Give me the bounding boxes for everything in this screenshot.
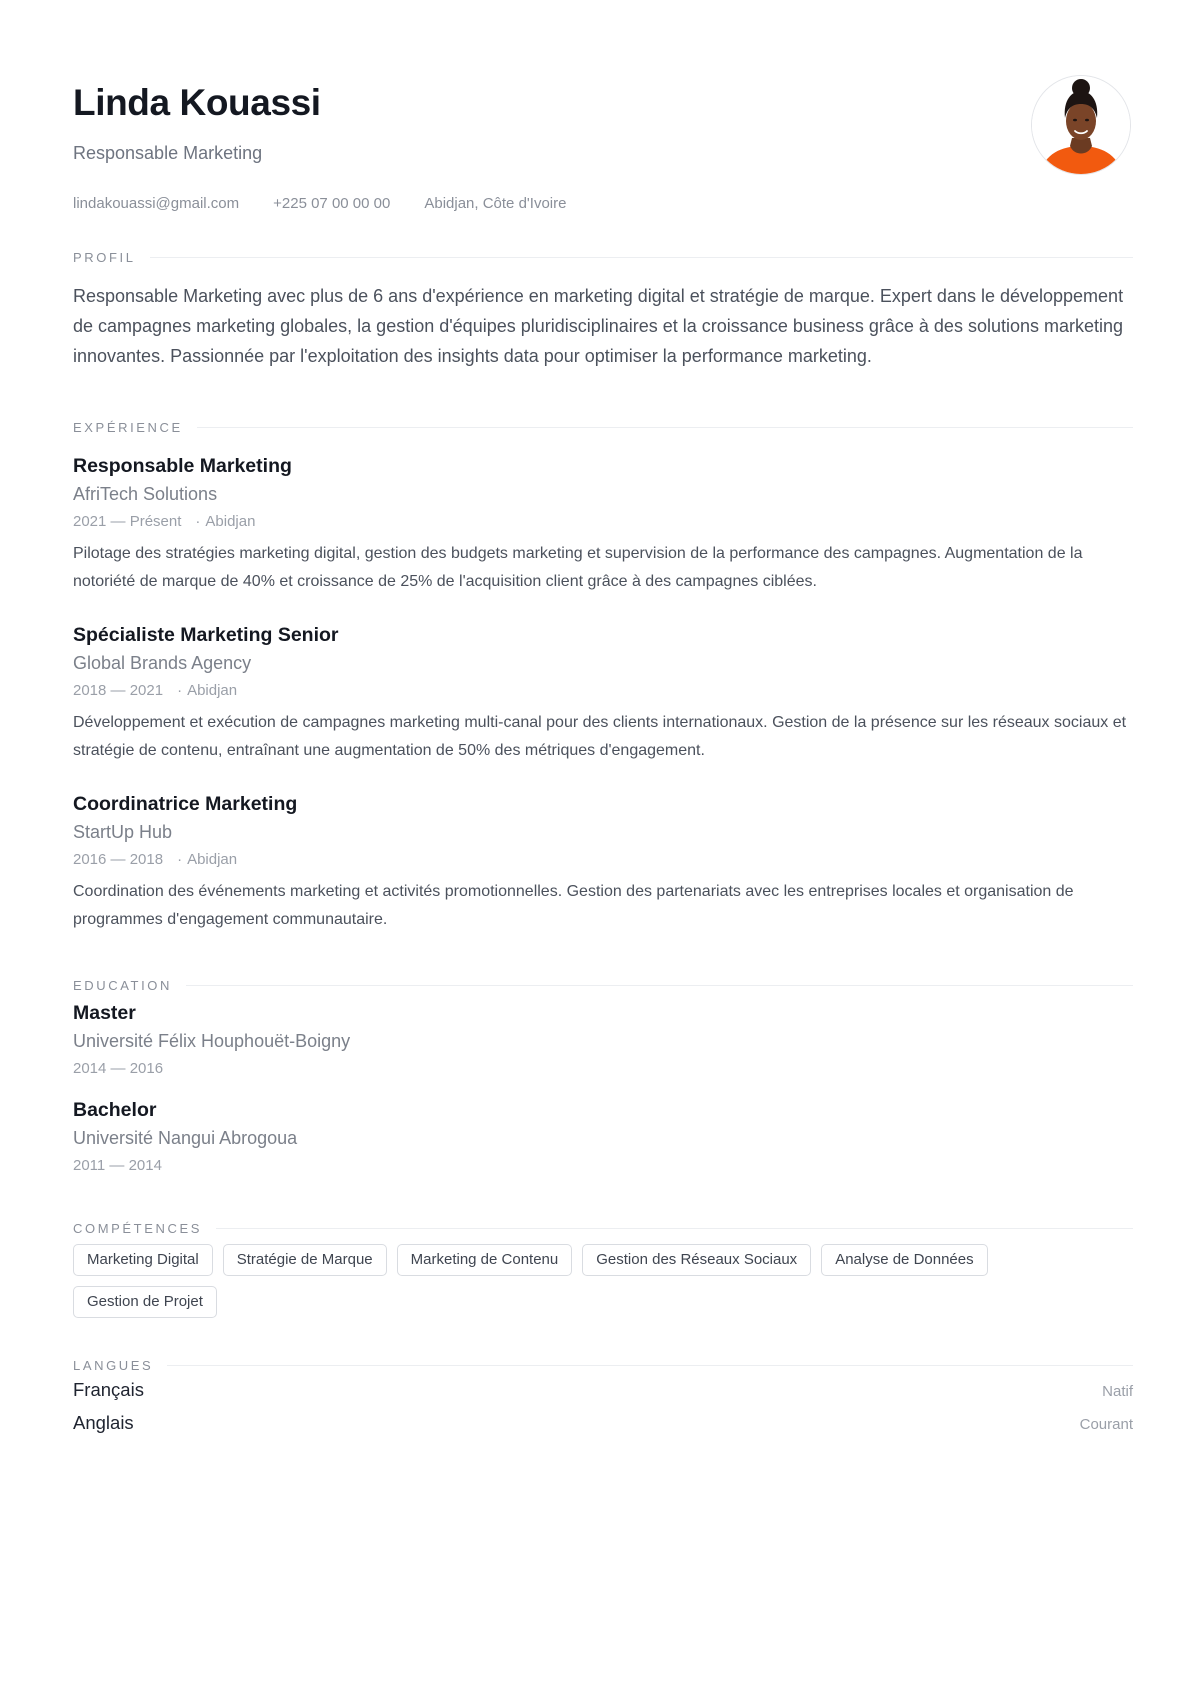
skill-tag: Gestion de Projet <box>73 1286 217 1318</box>
language-level: Natif <box>1102 1383 1133 1400</box>
contact-location: Abidjan, Côte d'Ivoire <box>424 195 567 212</box>
contact-row <box>73 194 1133 214</box>
job-dates: 2021 — Présent <box>73 513 182 530</box>
section-title: EDUCATION <box>73 977 172 993</box>
meta-separator: · <box>177 682 183 699</box>
section-divider <box>186 985 1133 986</box>
meta-separator: · <box>177 851 183 868</box>
education-item <box>73 1097 873 1176</box>
section-title: EXPÉRIENCE <box>73 419 183 435</box>
job-description: Coordination des événements marketing et activités promotionnelles. Gestion des partenariats avec les entreprises locales et organisation de programmes d'engagement communautaire. <box>73 883 1074 928</box>
edu-school: Université Félix Houphouët-Boigny <box>73 1031 351 1051</box>
edu-school: Université Nangui Abrogoua <box>73 1128 298 1148</box>
section-title: COMPÉTENCES <box>73 1220 203 1236</box>
language-name: Français <box>73 1379 144 1400</box>
section-header-education <box>73 977 1133 993</box>
job-dates: 2018 — 2021 <box>73 682 164 699</box>
edu-dates: 2011 — 2014 <box>73 1157 162 1174</box>
candidate-title: Responsable Marketing <box>73 143 263 163</box>
job-meta <box>73 681 1135 701</box>
edu-degree: Bachelor <box>73 1099 157 1121</box>
meta-separator: · <box>195 513 201 530</box>
job-company: Global Brands Agency <box>73 653 252 673</box>
section-title: LANGUES <box>73 1357 154 1373</box>
job-location: Abidjan <box>187 851 238 868</box>
skills-list <box>73 1244 1135 1318</box>
job-role: Spécialiste Marketing Senior <box>73 624 339 646</box>
contact-phone[interactable]: +225 07 00 00 00 <box>273 195 391 212</box>
edu-degree: Master <box>73 1002 136 1024</box>
skill-tag: Analyse de Données <box>821 1244 987 1276</box>
job-location: Abidjan <box>205 513 256 530</box>
avatar-portrait-icon <box>1032 76 1130 174</box>
education-item <box>73 1000 873 1079</box>
language-row <box>73 1378 1133 1402</box>
section-divider <box>167 1365 1133 1366</box>
experience-item <box>73 622 1135 765</box>
section-header-skills <box>73 1220 1133 1236</box>
experience-item <box>73 791 1135 934</box>
skill-tag: Gestion des Réseaux Sociaux <box>582 1244 811 1276</box>
section-header-languages <box>73 1357 1133 1373</box>
section-header-experience <box>73 419 1133 435</box>
skill-tag: Marketing Digital <box>73 1244 213 1276</box>
job-meta <box>73 850 1135 870</box>
section-divider <box>150 257 1133 258</box>
language-name: Anglais <box>73 1412 134 1433</box>
job-description: Développement et exécution de campagnes marketing multi-canal pour des clients internationaux. Gestion de la présence sur les réseaux sociaux et stratégie de contenu, entraînant une augmentation de 50% des métriques d'engagement. <box>73 714 1127 759</box>
resume-header <box>73 80 1133 214</box>
section-title: PROFIL <box>73 249 136 265</box>
skill-tag: Marketing de Contenu <box>397 1244 573 1276</box>
profile-summary: Responsable Marketing avec plus de 6 ans d'expérience en marketing digital et stratégie de marque. Expert dans le développement de campagnes marketing globales, la gestion d'équipes pluridisciplinaires et la croissance business grâce à des solutions marketing innovantes. Passionnée par l'exploitation des insights data pour optimiser la performance marketing. <box>73 286 1124 366</box>
job-location: Abidjan <box>187 682 238 699</box>
section-divider <box>216 1228 1133 1229</box>
contact-email[interactable]: lindakouassi@gmail.com <box>73 195 240 212</box>
avatar <box>1031 75 1131 175</box>
job-role: Coordinatrice Marketing <box>73 793 298 815</box>
job-dates: 2016 — 2018 <box>73 851 164 868</box>
edu-dates: 2014 — 2016 <box>73 1060 164 1077</box>
job-description: Pilotage des stratégies marketing digital, gestion des budgets marketing et supervision de la performance des campagnes. Augmentation de la notoriété de marque de 40% et croissance de 25% de l'acquisition client grâce à des campagnes ciblées. <box>73 545 1083 590</box>
section-divider <box>197 427 1133 428</box>
job-company: AfriTech Solutions <box>73 484 218 504</box>
skill-tag: Stratégie de Marque <box>223 1244 387 1276</box>
candidate-name: Linda Kouassi <box>73 82 321 123</box>
job-role: Responsable Marketing <box>73 455 292 477</box>
job-meta <box>73 512 1135 532</box>
experience-item <box>73 453 1135 596</box>
language-row <box>73 1411 1133 1435</box>
section-header-profile <box>73 249 1133 265</box>
job-company: StartUp Hub <box>73 822 173 842</box>
language-level: Courant <box>1079 1416 1133 1433</box>
